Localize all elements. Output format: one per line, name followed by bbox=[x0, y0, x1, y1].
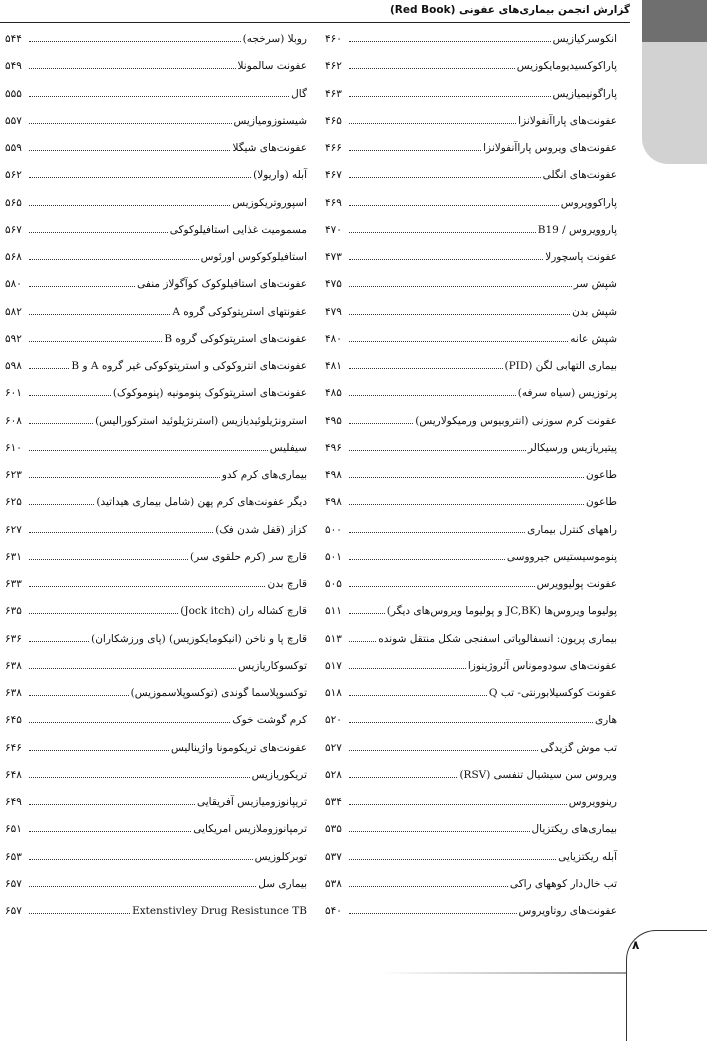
dot-leader bbox=[29, 286, 135, 287]
toc-entry-title: انکوسرکیازیس bbox=[552, 33, 617, 45]
toc-entry bbox=[325, 360, 617, 387]
dot-leader bbox=[349, 368, 503, 369]
toc-entry bbox=[325, 687, 617, 714]
toc-entry bbox=[5, 251, 307, 278]
toc-entry bbox=[325, 115, 617, 142]
dot-leader bbox=[349, 668, 466, 669]
toc-entry-page: ۴۶۷ bbox=[325, 169, 342, 182]
toc-entry bbox=[5, 742, 307, 769]
toc-entry-title: بیماری‌های ریکتزیال bbox=[531, 823, 617, 836]
toc-entry-title: عفونت‌های استافیلوکوک کوآگولاز منفی bbox=[137, 278, 307, 291]
toc-entry bbox=[325, 633, 617, 660]
dot-leader bbox=[29, 859, 253, 860]
dot-leader bbox=[349, 859, 556, 860]
toc-entry-title: پاراگونیمیازیس bbox=[552, 87, 617, 100]
dot-leader bbox=[349, 450, 526, 451]
toc-entry-title: عفونت‌های انتروکوکی و استرپتوکوکی غیر گروه A و B bbox=[71, 360, 307, 372]
toc-entry-title: گال bbox=[291, 87, 307, 100]
toc-entry-title: پنوموسیستیس جیرووسی bbox=[506, 550, 617, 563]
toc-entry-title: قارچ بدن bbox=[267, 578, 307, 590]
dot-leader bbox=[29, 722, 230, 723]
toc-entry bbox=[5, 33, 307, 60]
page-number: ۸ bbox=[632, 938, 640, 952]
toc-entry-page: ۵۰۱ bbox=[325, 550, 342, 563]
dot-leader bbox=[29, 314, 170, 315]
toc-entry bbox=[5, 60, 307, 87]
toc-entry-title: آبله (واریولا) bbox=[253, 169, 307, 182]
toc-entry-page: ۶۴۹ bbox=[5, 796, 22, 808]
toc-entry-page: ۴۷۳ bbox=[325, 251, 342, 263]
toc-entry-page: ۵۶۲ bbox=[5, 169, 22, 182]
toc-entry-page: ۵۰۰ bbox=[325, 523, 342, 536]
toc-entry-title: عفونتهای استرپتوکوکی گروه A bbox=[172, 305, 307, 318]
dot-leader bbox=[349, 286, 572, 287]
toc-entry bbox=[5, 578, 307, 605]
toc-entry bbox=[5, 333, 307, 360]
dot-leader bbox=[349, 314, 570, 315]
dot-leader bbox=[29, 68, 236, 69]
toc-entry-page: ۵۲۸ bbox=[325, 768, 342, 781]
toc-entry-page: ۵۴۹ bbox=[5, 60, 22, 73]
toc-entry-page: ۵۴۰ bbox=[325, 905, 342, 917]
toc-entry bbox=[325, 33, 617, 60]
toc-entry-title: عفونت‌های ویروس پاراآنفولانزا bbox=[483, 142, 617, 154]
dot-leader bbox=[29, 205, 230, 206]
toc-entry bbox=[325, 714, 617, 741]
toc-entry-title: توکسوکاریازیس bbox=[238, 659, 307, 672]
toc-entry bbox=[325, 605, 617, 632]
toc-entry bbox=[5, 415, 307, 442]
toc-entry-page: ۶۳۸ bbox=[5, 659, 22, 672]
dot-leader bbox=[29, 641, 89, 642]
toc-entry-page: ۵۲۷ bbox=[325, 741, 342, 754]
toc-entry-title: شپش عانه bbox=[570, 332, 617, 345]
dot-leader bbox=[29, 450, 268, 451]
toc-entry-page: ۵۵۵ bbox=[5, 87, 22, 100]
toc-entry bbox=[5, 769, 307, 796]
toc-entry-title: عفونت‌های روتاویروس bbox=[518, 905, 617, 917]
toc-entry-title: راههای کنترل بیماری bbox=[527, 523, 617, 536]
toc-entry-page: ۶۳۵ bbox=[5, 605, 22, 618]
toc-entry-page: ۵۵۷ bbox=[5, 114, 22, 127]
toc-entry bbox=[325, 851, 617, 878]
toc-entry-page: ۵۹۸ bbox=[5, 360, 22, 372]
toc-entry bbox=[325, 878, 617, 905]
chapter-tab-dark bbox=[642, 0, 707, 42]
toc-entry bbox=[325, 224, 617, 251]
dot-leader bbox=[349, 559, 505, 560]
dot-leader bbox=[349, 777, 457, 778]
dot-leader bbox=[29, 695, 129, 696]
toc-entry bbox=[5, 714, 307, 741]
toc-entry-page: ۴۹۵ bbox=[325, 414, 342, 427]
toc-entry-page: ۵۳۴ bbox=[325, 796, 342, 808]
toc-entry-page: ۶۳۱ bbox=[5, 550, 22, 563]
dot-leader bbox=[349, 177, 541, 178]
toc-entry bbox=[5, 605, 307, 632]
toc-left-column bbox=[5, 33, 307, 932]
toc-entry-page: ۶۰۸ bbox=[5, 414, 22, 427]
toc-entry-page: ۶۱۰ bbox=[5, 441, 22, 454]
dot-leader bbox=[349, 613, 385, 614]
toc-entry bbox=[325, 306, 617, 333]
toc-entry-page: ۶۳۶ bbox=[5, 632, 22, 645]
dot-leader bbox=[29, 96, 289, 97]
toc-entry-title: مسمومیت غذایی استافیلوکوکی bbox=[169, 223, 307, 236]
toc-entry-page: ۵۶۷ bbox=[5, 223, 22, 236]
toc-entry-page: ۴۶۳ bbox=[325, 87, 342, 100]
toc-entry bbox=[5, 796, 307, 823]
toc-entry-title: عفونت پاسچورلا bbox=[545, 251, 617, 263]
toc-entry-page: ۵۱۱ bbox=[325, 605, 342, 618]
footer-rule bbox=[380, 972, 626, 974]
toc-entry-title: آبله ریکتزیایی bbox=[558, 850, 617, 863]
dot-leader bbox=[29, 913, 130, 914]
toc-entry-title: قارچ پا و ناخن (انیکومایکوزیس) (پای ورزشکاران) bbox=[91, 632, 307, 645]
dot-leader bbox=[349, 259, 543, 260]
dot-leader bbox=[29, 586, 265, 587]
toc-entry bbox=[5, 823, 307, 850]
toc-entry bbox=[5, 551, 307, 578]
toc-entry-page: ۴۹۶ bbox=[325, 441, 342, 454]
toc-entry-page: ۵۶۵ bbox=[5, 196, 22, 209]
toc-entry-title: عفونت‌های استرپتوکوک پنومونیه (پنوموکوک) bbox=[112, 387, 307, 400]
dot-leader bbox=[29, 150, 230, 151]
toc-entry bbox=[325, 251, 617, 278]
toc-entry-title: بیماری التهابی لگن (PID) bbox=[504, 360, 617, 372]
toc-entry bbox=[325, 496, 617, 523]
toc-entry-page: ۶۴۶ bbox=[5, 741, 22, 754]
toc-entry bbox=[5, 660, 307, 687]
toc-entry-page: ۴۶۶ bbox=[325, 142, 342, 154]
toc-entry-page: ۶۲۵ bbox=[5, 496, 22, 509]
dot-leader bbox=[29, 341, 162, 342]
dot-leader bbox=[349, 695, 487, 696]
toc-entry-page: ۴۹۸ bbox=[325, 469, 342, 481]
toc-entry bbox=[5, 469, 307, 496]
toc-entry-title: تریپانوزومیازیس آفریقایی bbox=[196, 796, 307, 808]
toc-entry-title: عفونت سالمونلا bbox=[237, 60, 307, 73]
dot-leader bbox=[29, 123, 232, 124]
toc-entry-title: توبرکلوزیس bbox=[254, 850, 307, 863]
toc-entry-title: پاراکوویروس bbox=[560, 196, 617, 209]
toc-entry-page: ۵۸۰ bbox=[5, 278, 22, 291]
toc-entry-title: روبلا (سرخجه) bbox=[242, 33, 307, 45]
toc-entry bbox=[325, 660, 617, 687]
dot-leader bbox=[349, 913, 517, 914]
toc-entry bbox=[5, 633, 307, 660]
dot-leader bbox=[349, 641, 376, 642]
toc-entry bbox=[5, 496, 307, 523]
dot-leader bbox=[349, 68, 515, 69]
toc-entry-title: توکسوپلاسما گوندی (توکسوپلاسموزیس) bbox=[130, 687, 307, 699]
toc-entry bbox=[5, 278, 307, 305]
toc-entry bbox=[325, 578, 617, 605]
dot-leader bbox=[29, 613, 178, 614]
dot-leader bbox=[29, 777, 250, 778]
toc-entry bbox=[325, 524, 617, 551]
dot-leader bbox=[349, 150, 481, 151]
toc-entry-page: ۵۹۲ bbox=[5, 332, 22, 345]
toc-entry-page: ۶۲۳ bbox=[5, 469, 22, 481]
toc-entry-page: ۶۳۳ bbox=[5, 578, 22, 590]
dot-leader bbox=[29, 232, 168, 233]
toc-entry-page: ۵۲۰ bbox=[325, 714, 342, 727]
chapter-tab-light bbox=[642, 42, 707, 164]
toc-entry bbox=[5, 142, 307, 169]
toc-entry bbox=[5, 878, 307, 905]
toc-entry-title: استرونژیلوئیدیازیس (استرنژیلوئید استرکورالیس) bbox=[95, 414, 307, 427]
dot-leader bbox=[349, 750, 538, 751]
toc-entry bbox=[325, 278, 617, 305]
toc-entry-title: Extenstivley Drug Resistunce TB bbox=[132, 905, 307, 917]
toc-entry-page: ۶۴۸ bbox=[5, 768, 22, 781]
toc-entry-title: شپش بدن bbox=[572, 305, 617, 318]
toc-entry-page: ۵۳۷ bbox=[325, 850, 342, 863]
toc-entry-page: ۴۸۱ bbox=[325, 360, 342, 372]
toc-entry bbox=[5, 360, 307, 387]
dot-leader bbox=[29, 41, 241, 42]
toc-entry bbox=[325, 142, 617, 169]
toc-entry-title: طاعون bbox=[586, 469, 617, 481]
toc-entry-page: ۵۴۴ bbox=[5, 33, 22, 45]
toc-entry-title: قارچ سر (کرم حلقوی سر) bbox=[189, 550, 307, 563]
toc-entry bbox=[325, 551, 617, 578]
toc-entry-page: ۵۳۵ bbox=[325, 823, 342, 836]
dot-leader bbox=[29, 559, 188, 560]
toc-entry-title: شیستوزومیازیس bbox=[233, 114, 307, 127]
toc-entry-page: ۵۸۲ bbox=[5, 305, 22, 318]
toc-entry bbox=[5, 851, 307, 878]
toc-entry bbox=[325, 905, 617, 932]
dot-leader bbox=[29, 532, 213, 533]
toc-entry-page: ۵۵۹ bbox=[5, 142, 22, 154]
toc-entry bbox=[325, 415, 617, 442]
dot-leader bbox=[349, 477, 584, 478]
toc-entry bbox=[5, 387, 307, 414]
toc-entry-page: ۴۷۵ bbox=[325, 278, 342, 291]
dot-leader bbox=[349, 804, 567, 805]
toc-entry bbox=[325, 442, 617, 469]
toc-entry-title: ویروس سن سیشیال تنفسی (RSV) bbox=[459, 768, 617, 781]
dot-leader bbox=[29, 668, 236, 669]
toc-entry-title: پیتیریازیس ورسیکالر bbox=[527, 441, 617, 454]
toc-entry bbox=[325, 60, 617, 87]
toc-entry-page: ۶۲۷ bbox=[5, 523, 22, 536]
toc-entry-title: تریکوریازیس bbox=[251, 768, 307, 781]
toc-entry-page: ۵۰۵ bbox=[325, 578, 342, 590]
toc-entry-page: ۵۱۷ bbox=[325, 659, 342, 672]
toc-entry-title: عفونت‌های سودوموناس آئروژینوزا bbox=[467, 659, 617, 672]
toc-entry bbox=[325, 333, 617, 360]
header-rule bbox=[0, 22, 630, 23]
toc-entry-page: ۶۵۳ bbox=[5, 850, 22, 863]
dot-leader bbox=[29, 423, 93, 424]
toc-entry-page: ۶۳۸ bbox=[5, 687, 22, 699]
dot-leader bbox=[349, 831, 530, 832]
toc-entry-title: عفونت‌های استرپتوکوکی گروه B bbox=[164, 332, 307, 345]
dot-leader bbox=[29, 886, 256, 887]
toc-entry-title: عفونت کوکسیلابورنتی- تب Q bbox=[488, 687, 617, 699]
toc-entry bbox=[5, 169, 307, 196]
toc-entry bbox=[325, 742, 617, 769]
toc-entry bbox=[5, 115, 307, 142]
toc-entry bbox=[5, 306, 307, 333]
dot-leader bbox=[349, 41, 551, 42]
toc-entry-title: عفونت‌های پاراآنفولانزا bbox=[518, 114, 617, 127]
toc-entry bbox=[5, 88, 307, 115]
dot-leader bbox=[349, 123, 516, 124]
toc-entry-title: پاروویروس / B19 bbox=[537, 223, 617, 236]
toc-entry-page: ۴۶۰ bbox=[325, 33, 342, 45]
toc-entry-title: عفونت‌های انگلی bbox=[542, 169, 617, 182]
toc-entry-page: ۶۰۱ bbox=[5, 387, 22, 400]
dot-leader bbox=[349, 586, 535, 587]
toc-entry-title: عفونت پولیوویرس bbox=[536, 578, 617, 590]
toc-entry bbox=[325, 387, 617, 414]
toc-entry-title: سیفلیس bbox=[269, 441, 307, 454]
toc-entry-title: بیماری‌های کرم کدو bbox=[221, 469, 307, 481]
dot-leader bbox=[29, 477, 220, 478]
toc-entry-title: تب موش گزیدگی bbox=[540, 741, 617, 754]
toc-entry-page: ۴۶۵ bbox=[325, 114, 342, 127]
toc-entry-title: استافیلوکوکوس اورئوس bbox=[200, 251, 307, 263]
toc-entry-title: رینوویروس bbox=[568, 796, 617, 808]
toc-entry-page: ۴۷۰ bbox=[325, 223, 342, 236]
toc-entry bbox=[325, 796, 617, 823]
toc-entry-title: هاری bbox=[594, 714, 617, 727]
toc-entry-title: اسپوروتریکوزیس bbox=[232, 196, 307, 209]
dot-leader bbox=[349, 96, 551, 97]
toc-entry bbox=[325, 88, 617, 115]
toc-entry-page: ۶۵۷ bbox=[5, 877, 22, 890]
dot-leader bbox=[29, 368, 69, 369]
toc-entry-page: ۵۶۸ bbox=[5, 251, 22, 263]
dot-leader bbox=[29, 395, 111, 396]
toc-entry-page: ۴۷۹ bbox=[325, 305, 342, 318]
toc-entry-page: ۴۹۸ bbox=[325, 496, 342, 509]
dot-leader bbox=[349, 232, 536, 233]
toc-entry-page: ۶۴۵ bbox=[5, 714, 22, 727]
dot-leader bbox=[29, 177, 251, 178]
toc-entry-title: تب خال‌دار کوههای راکی bbox=[509, 877, 617, 890]
toc-entry-title: پولیوما ویروس‌ها (JC,BK و پولیوما ویروس‌های دیگر) bbox=[386, 605, 617, 618]
dot-leader bbox=[29, 504, 94, 505]
toc-entry-page: ۵۳۸ bbox=[325, 877, 342, 890]
toc-entry-title: طاعون bbox=[586, 496, 617, 509]
toc-entry bbox=[325, 769, 617, 796]
toc-entry-page: ۴۶۹ bbox=[325, 196, 342, 209]
toc-entry bbox=[5, 524, 307, 551]
toc-entry-title: پاراکوکسیدیومایکوزیس bbox=[516, 60, 617, 73]
dot-leader bbox=[349, 722, 593, 723]
dot-leader bbox=[29, 750, 169, 751]
toc-entry bbox=[5, 687, 307, 714]
toc-entry bbox=[325, 823, 617, 850]
toc-entry-title: کزاز (قفل شدن فک) bbox=[215, 523, 307, 536]
toc-entry-title: کرم گوشت خوک bbox=[232, 714, 307, 727]
dot-leader bbox=[29, 804, 195, 805]
dot-leader bbox=[29, 831, 191, 832]
toc-entry-page: ۴۶۲ bbox=[325, 60, 342, 73]
toc-entry bbox=[5, 905, 307, 932]
dot-leader bbox=[349, 341, 568, 342]
toc-entry-page: ۴۸۰ bbox=[325, 332, 342, 345]
dot-leader bbox=[29, 259, 199, 260]
toc-entry-page: ۵۱۸ bbox=[325, 687, 342, 699]
dot-leader bbox=[349, 886, 508, 887]
toc-entry bbox=[5, 224, 307, 251]
dot-leader bbox=[349, 532, 525, 533]
toc-entry-title: عفونت‌های شیگلا bbox=[232, 142, 307, 154]
dot-leader bbox=[349, 205, 559, 206]
toc-entry-title: پرتوزیس (سیاه سرفه) bbox=[517, 387, 617, 400]
toc-entry-page: ۵۱۳ bbox=[325, 632, 342, 645]
toc-right-column bbox=[325, 33, 617, 932]
toc-entry bbox=[325, 469, 617, 496]
toc-entry-title: شپش سر bbox=[573, 278, 617, 291]
toc-entry bbox=[325, 169, 617, 196]
toc-entry-title: بیماری پریون: انسفالوپاتی اسفنجی شکل منتقل شونده bbox=[378, 632, 617, 645]
toc-entry bbox=[325, 197, 617, 224]
dot-leader bbox=[349, 395, 516, 396]
toc-entry-title: دیگر عفونت‌های کرم پهن (شامل بیماری هیداتید) bbox=[96, 496, 307, 509]
toc-entry-title: قارچ کشاله ران (Jock itch) bbox=[180, 605, 307, 618]
toc-entry-title: عفونت‌های تریکومونا واژینالیس bbox=[171, 741, 307, 754]
toc-entry-title: ترمپانوزوملازیس امریکایی bbox=[193, 823, 307, 836]
toc-entry-title: بیماری سل bbox=[258, 877, 307, 890]
toc-entry bbox=[5, 442, 307, 469]
toc-entry-page: ۶۵۱ bbox=[5, 823, 22, 836]
dot-leader bbox=[349, 423, 413, 424]
running-header-title: گزارش انجمن بیماری‌های عفونی (Red Book) bbox=[389, 4, 630, 16]
toc-entry bbox=[5, 197, 307, 224]
toc-entry-title: عفونت کرم سوزنی (انتروبیوس ورمیکولاریس) bbox=[415, 414, 617, 427]
toc-entry-page: ۶۵۷ bbox=[5, 905, 22, 917]
dot-leader bbox=[349, 504, 584, 505]
toc-entry-page: ۴۸۵ bbox=[325, 387, 342, 400]
